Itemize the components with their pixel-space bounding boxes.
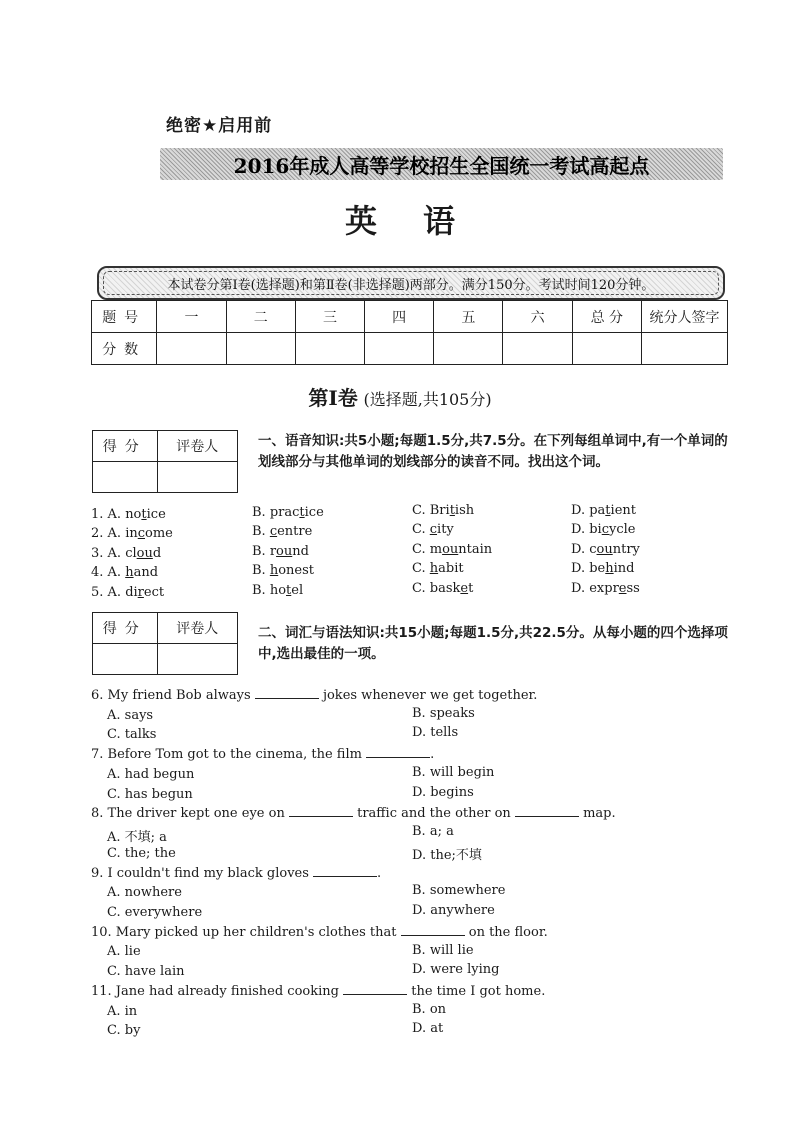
word-prefix: D. expr: [571, 581, 619, 596]
word-prefix: C.: [412, 522, 430, 537]
word-prefix: C. Bri: [412, 503, 450, 518]
word-suffix: entre: [277, 524, 313, 539]
score-cell[interactable]: [295, 333, 364, 365]
word-suffix: ss: [626, 581, 640, 596]
section-2-instructions: 二、词汇与语法知识:共15小题;每题1.5分,共22.5分。从每小题的四个选择项中,选出最佳的一项。: [258, 625, 728, 662]
word-prefix: 5. A. di: [91, 585, 138, 600]
word-prefix: 3. A. cl: [91, 546, 137, 561]
option-b[interactable]: [252, 524, 312, 543]
word-prefix: B.: [252, 563, 270, 578]
word-prefix: B. prac: [252, 505, 300, 520]
underlined-segment: e: [618, 581, 627, 596]
underlined-segment: ou: [442, 542, 459, 557]
question-9: [91, 865, 381, 881]
option-c[interactable]: [412, 561, 464, 580]
option-b[interactable]: [252, 563, 314, 582]
option-b[interactable]: B. a; a: [412, 824, 454, 839]
underlined-segment: h: [125, 565, 134, 580]
score-col-2: 二: [226, 301, 295, 333]
option-a[interactable]: [91, 507, 166, 526]
question-stem: traffic and the other on: [357, 806, 511, 821]
option-c[interactable]: C. talks: [107, 727, 157, 742]
score-cell[interactable]: [157, 333, 226, 365]
word-suffix: onest: [278, 563, 314, 578]
option-b[interactable]: [252, 583, 303, 602]
word-suffix: and: [133, 565, 159, 580]
word-prefix: B. ho: [252, 583, 287, 598]
option-d[interactable]: D. the;不填: [412, 848, 482, 863]
grade-box-1: [92, 430, 238, 493]
question-stem: 10. Mary picked up her children's clothes that: [91, 925, 397, 940]
word-suffix: ind: [613, 561, 635, 576]
option-a[interactable]: [91, 565, 158, 584]
score-col-1: 一: [157, 301, 226, 333]
underlined-segment: t: [299, 505, 305, 520]
question-stem: 7. Before Tom got to the cinema, the film: [91, 747, 362, 762]
word-suffix: ice: [304, 505, 324, 520]
option-c[interactable]: C. by: [107, 1023, 141, 1038]
underlined-segment: c: [429, 522, 438, 537]
grade-score-label: 得分: [93, 431, 158, 462]
grade-score-cell[interactable]: [93, 462, 158, 493]
score-cell[interactable]: [572, 333, 641, 365]
grade-grader-label: 评卷人: [157, 431, 237, 462]
option-a[interactable]: A. says: [107, 708, 154, 723]
score-col-3: 三: [295, 301, 364, 333]
grade-score-label: 得分: [93, 613, 158, 644]
part-subtitle: (选择题,共105分): [363, 390, 492, 409]
option-d[interactable]: D. at: [412, 1021, 444, 1036]
option-c[interactable]: C. has begun: [107, 787, 193, 802]
question-stem: 11. Jane had already finished cooking: [91, 984, 339, 999]
underlined-segment: r: [137, 585, 144, 600]
underlined-segment: t: [141, 507, 147, 522]
option-d[interactable]: [571, 503, 636, 522]
underlined-segment: ou: [276, 544, 293, 559]
underlined-segment: h: [269, 563, 279, 578]
option-c[interactable]: [412, 581, 473, 600]
word-suffix: ice: [146, 507, 166, 522]
part-name: 第Ⅰ卷: [308, 386, 358, 410]
grade-box-2: [92, 612, 238, 675]
word-prefix: D. pa: [571, 503, 606, 518]
option-d[interactable]: D. begins: [412, 785, 474, 800]
underlined-segment: h: [429, 561, 439, 576]
confidential-label: 绝密★启用前: [166, 116, 273, 136]
option-d[interactable]: D. were lying: [412, 962, 500, 977]
option-b[interactable]: B. somewhere: [412, 883, 506, 898]
question-stem: 8. The driver kept one eye on: [91, 806, 285, 821]
score-table-label: 题号: [92, 301, 157, 333]
word-suffix: abit: [438, 561, 464, 576]
word-prefix: B.: [252, 524, 270, 539]
option-a[interactable]: A. nowhere: [107, 885, 182, 900]
option-c[interactable]: [412, 503, 474, 522]
question-stem: the time I got home.: [411, 984, 546, 999]
word-suffix: ntry: [612, 542, 640, 557]
underlined-segment: c: [137, 526, 145, 541]
score-cell[interactable]: [641, 333, 727, 365]
option-a[interactable]: A. in: [107, 1004, 138, 1019]
option-c[interactable]: [412, 542, 492, 561]
score-col-6: 六: [503, 301, 572, 333]
score-cell[interactable]: [434, 333, 503, 365]
option-b[interactable]: [252, 544, 309, 563]
score-cell[interactable]: [365, 333, 434, 365]
word-prefix: D. bi: [571, 522, 602, 537]
option-c[interactable]: C. the; the: [107, 846, 176, 861]
option-d[interactable]: D. anywhere: [412, 903, 495, 918]
underlined-segment: c: [269, 524, 278, 539]
option-b[interactable]: B. on: [412, 1002, 447, 1017]
score-col-4: 四: [365, 301, 434, 333]
answer-blank[interactable]: [401, 924, 465, 936]
answer-blank[interactable]: [366, 746, 430, 758]
word-suffix: ycle: [609, 522, 636, 537]
answer-blank[interactable]: [313, 865, 377, 877]
word-prefix: B. r: [252, 544, 277, 559]
question-stem: .: [430, 747, 435, 762]
word-prefix: C. m: [412, 542, 443, 557]
underlined-segment: t: [286, 583, 292, 598]
option-b[interactable]: [252, 505, 324, 524]
option-d[interactable]: [571, 522, 635, 541]
option-d[interactable]: D. tells: [412, 725, 459, 740]
word-prefix: 2. A. in: [91, 526, 138, 541]
grade-grader-label: 评卷人: [157, 613, 237, 644]
word-prefix: D. be: [571, 561, 606, 576]
question-stem: .: [377, 866, 382, 881]
score-cell[interactable]: [503, 333, 572, 365]
question-10: [91, 924, 548, 940]
underlined-segment: ou: [136, 546, 153, 561]
question-stem: map.: [583, 806, 616, 821]
underlined-segment: e: [460, 581, 469, 596]
exam-title: 2016年成人高等学校招生全国统一考试高起点: [233, 154, 650, 178]
question-6: [91, 687, 537, 703]
underlined-segment: t: [449, 503, 455, 518]
word-suffix: t: [468, 581, 474, 596]
word-prefix: D. c: [571, 542, 597, 557]
answer-blank[interactable]: [289, 805, 353, 817]
word-suffix: ity: [437, 522, 454, 537]
option-a[interactable]: A. 不填; a: [107, 830, 167, 845]
option-c[interactable]: C. have lain: [107, 964, 185, 979]
question-8: [91, 805, 616, 821]
word-prefix: C. bask: [412, 581, 461, 596]
option-c[interactable]: [412, 522, 454, 541]
option-d[interactable]: [571, 561, 634, 580]
score-table: [91, 300, 728, 365]
part-title: [0, 382, 800, 411]
score-table-header-row: [92, 301, 728, 333]
grade-grader-cell[interactable]: [157, 462, 237, 493]
underlined-segment: c: [601, 522, 609, 537]
word-suffix: nd: [292, 544, 309, 559]
question-stem: on the floor.: [468, 925, 548, 940]
word-suffix: ect: [143, 585, 165, 600]
score-row-label: 分数: [92, 333, 157, 365]
word-prefix: 4. A.: [91, 565, 126, 580]
option-a[interactable]: A. lie: [107, 944, 141, 959]
score-table-value-row: [92, 333, 728, 365]
option-b[interactable]: B. will begin: [412, 765, 495, 780]
word-suffix: ome: [145, 526, 173, 541]
option-a[interactable]: [91, 546, 161, 565]
option-d[interactable]: [571, 542, 640, 561]
question-stem: jokes whenever we get together.: [322, 688, 538, 703]
option-a[interactable]: A. had begun: [107, 767, 195, 782]
score-col-total: 总 分: [572, 301, 641, 333]
question-stem: 6. My friend Bob always: [91, 688, 251, 703]
grade-grader-cell[interactable]: [157, 644, 237, 675]
word-prefix: C.: [412, 561, 430, 576]
answer-blank[interactable]: [343, 983, 407, 995]
instructions-text: 本试卷分第Ⅰ卷(选择题)和第Ⅱ卷(非选择题)两部分。满分150分。考试时间120分钟。: [167, 278, 655, 293]
word-suffix: ish: [454, 503, 475, 518]
score-col-5: 五: [434, 301, 503, 333]
word-suffix: ient: [610, 503, 636, 518]
question-7: [91, 746, 434, 762]
option-a[interactable]: [91, 526, 173, 545]
section-1-instructions: 一、语音知识:共5小题;每题1.5分,共7.5分。在下列每组单词中,有一个单词的划线部分与其他单词的划线部分的读音不同。找出这个词。: [258, 433, 728, 470]
score-col-signature: 统分人签字: [641, 301, 727, 333]
option-c[interactable]: C. everywhere: [107, 905, 203, 920]
word-suffix: ntain: [458, 542, 493, 557]
question-stem: 9. I couldn't find my black gloves: [91, 866, 309, 881]
word-suffix: el: [291, 583, 304, 598]
word-suffix: d: [152, 546, 162, 561]
question-11: [91, 983, 545, 999]
word-prefix: 1. A. no: [91, 507, 142, 522]
answer-blank[interactable]: [255, 687, 319, 699]
option-d[interactable]: [571, 581, 640, 600]
subject-title: 英语: [344, 202, 501, 240]
grade-score-cell[interactable]: [93, 644, 158, 675]
option-a[interactable]: [91, 585, 164, 604]
option-b[interactable]: B. will lie: [412, 943, 474, 958]
answer-blank[interactable]: [515, 805, 579, 817]
underlined-segment: ou: [596, 542, 613, 557]
underlined-segment: h: [605, 561, 614, 576]
underlined-segment: t: [605, 503, 611, 518]
score-cell[interactable]: [226, 333, 295, 365]
option-b[interactable]: B. speaks: [412, 706, 475, 721]
